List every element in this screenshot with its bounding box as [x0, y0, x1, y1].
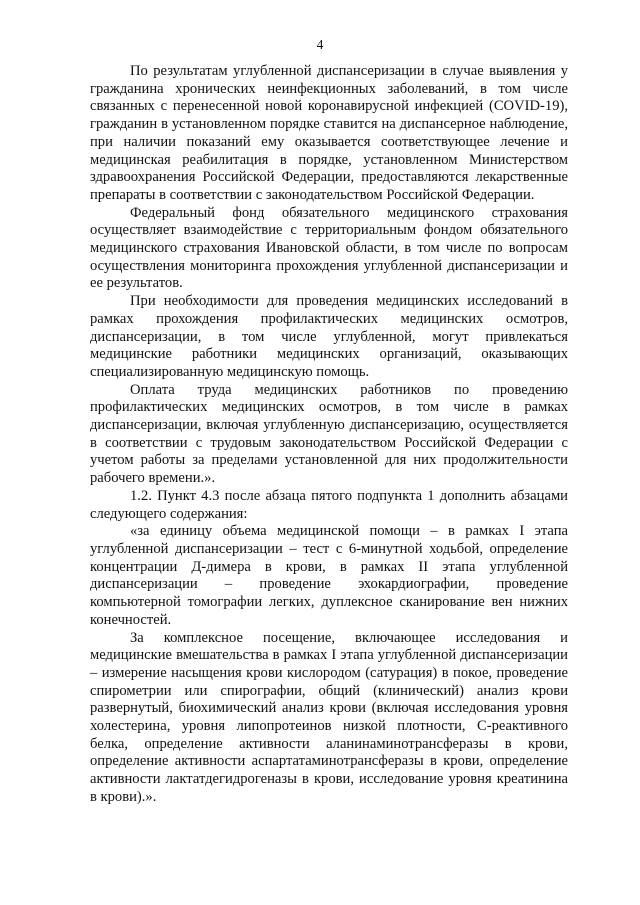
page-number: 4	[316, 37, 324, 52]
paragraph-complex-visit: За комплексное посещение, включающее исследования и медицинские вмешательства в рамках I этапа углубленной диспансеризации – измерение насыщения крови кислородом (сатурация) в покое, проведение спирометрии или спирографии, общий (клинический) анализ крови развернутый, биохимический анализ крови (включая исследования уровня холестерина, уровня липопротеинов низкой плотности, С-реактивного белка, определение активности аланинаминотрансферазы в крови, определение активности аспартатаминотрансферазы в крови, определение активности лактатдегидрогеназы в крови, исследование уровня креатинина в крови).».	[90, 629, 568, 805]
paragraph-unit-of-care: «за единицу объема медицинской помощи – в рамках I этапа углубленной диспансеризации – тест с 6-минутной ходьбой, определение концентрации Д-димера в крови, в рамках II этапа углубленной диспансеризации – проведение эхокардиографии, проведение компьютерной томографии легких, дуплексное сканирование вен нижних конечностей.	[90, 523, 568, 628]
paragraph-medical-workers-involvement: При необходимости для проведения медицинских исследований в рамках прохождения профилактических медицинских осмотров, диспансеризации, в том числе углубленной, могут привлекаться медицинские работники медицинских организаций, оказывающих специализированную медицинскую помощь.	[90, 293, 568, 380]
paragraph-followup-observation: По результатам углубленной диспансеризации в случае выявления у гражданина хронических неинфекционных заболеваний, в том числе связанных с перенесенной новой коронавирусной инфекцией (COVID-19), гражданин в установленном порядке ставится на диспансерное наблюдение, при наличии показаний ему оказывается соответствующее лечение и медицинская реабилитация в порядке, установленном Министерством здравоохранения Российской Федерации, предоставляются лекарственные препараты в соответствии с законодательством Российской Федерации.	[90, 63, 568, 203]
paragraph-labor-payment: Оплата труда медицинских работников по проведению профилактических медицинских осмотров, в том числе в рамках диспансеризации, включая углубленную диспансеризацию, осуществляется в соответствии с трудовым законодательством Российской Федерации с учетом работы за пределами установленной для них продолжительности рабочего времени.».	[90, 381, 568, 487]
document-body	[90, 63, 568, 807]
paragraph-amendment-1-2: 1.2. Пункт 4.3 после абзаца пятого подпункта 1 дополнить абзацами следующего содержания:	[90, 487, 568, 522]
paragraph-federal-fund-interaction: Федеральный фонд обязательного медицинского страхования осуществляет взаимодействие с территориальным фондом обязательного медицинского страхования Ивановской области, в том числе по вопросам осуществления мониторинга прохождения углубленной диспансеризации и ее результатов.	[90, 204, 568, 292]
